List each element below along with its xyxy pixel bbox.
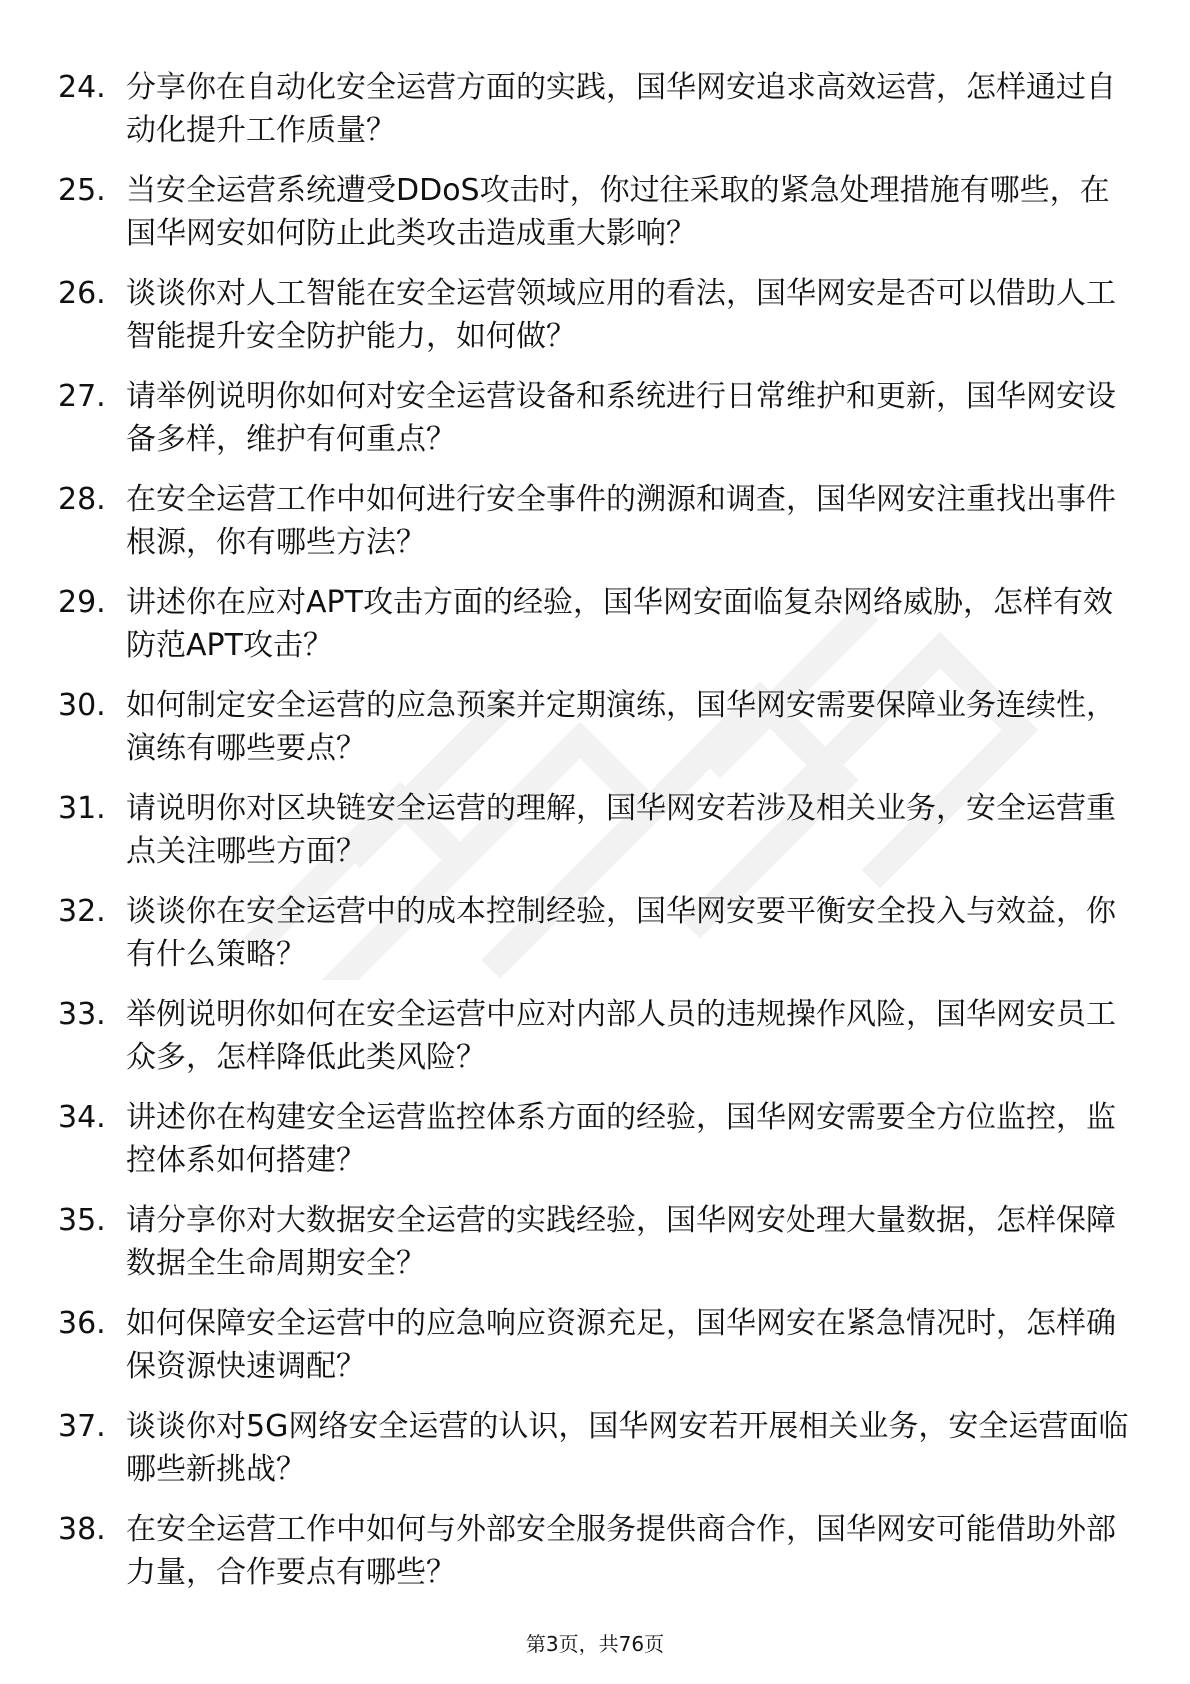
question-item: [58, 272, 1138, 358]
question-number: 35.: [58, 1203, 106, 1238]
question-text: 如何保障安全运营中的应急响应资源充足，国华网安在紧急情况时，怎样确保资源快速调配？: [126, 1306, 1116, 1384]
question-text: 在安全运营工作中如何与外部安全服务提供商合作，国华网安可能借助外部力量，合作要点有哪些？: [126, 1512, 1116, 1590]
question-number: 31.: [58, 791, 106, 826]
question-text: 在安全运营工作中如何进行安全事件的溯源和调查，国华网安注重找出事件根源，你有哪些方法？: [126, 482, 1116, 560]
question-item: [58, 993, 1138, 1079]
question-list: [58, 66, 1138, 1611]
question-item: [58, 169, 1138, 255]
question-text: 请说明你对区块链安全运营的理解，国华网安若涉及相关业务，安全运营重点关注哪些方面？: [126, 791, 1116, 869]
question-item: [58, 1508, 1138, 1594]
question-item: [58, 581, 1138, 667]
question-item: [58, 684, 1138, 770]
question-number: 27.: [58, 379, 106, 414]
question-text: 讲述你在应对APT攻击方面的经验，国华网安面临复杂网络威胁，怎样有效防范APT攻击？: [126, 585, 1113, 663]
page-footer: 第3页，共76页: [525, 1632, 665, 1656]
question-number: 32.: [58, 894, 106, 929]
question-text: 请分享你对大数据安全运营的实践经验，国华网安处理大量数据，怎样保障数据全生命周期安全？: [126, 1203, 1116, 1281]
question-item: [58, 1096, 1138, 1182]
question-text: 谈谈你对人工智能在安全运营领域应用的看法，国华网安是否可以借助人工智能提升安全防护能力，如何做？: [126, 276, 1116, 354]
question-item: [58, 890, 1138, 976]
question-number: 26.: [58, 276, 106, 311]
question-item: [58, 375, 1138, 461]
question-text: 举例说明你如何在安全运营中应对内部人员的违规操作风险，国华网安员工众多，怎样降低此类风险？: [126, 997, 1116, 1075]
question-text: 如何制定安全运营的应急预案并定期演练，国华网安需要保障业务连续性，演练有哪些要点？: [126, 688, 1116, 766]
question-text: 谈谈你对5G网络安全运营的认识，国华网安若开展相关业务，安全运营面临哪些新挑战？: [126, 1409, 1129, 1487]
question-item: [58, 478, 1138, 564]
question-text: 当安全运营系统遭受DDoS攻击时，你过往采取的紧急处理措施有哪些，在国华网安如何防止此类攻击造成重大影响？: [126, 173, 1110, 251]
question-text: 请举例说明你如何对安全运营设备和系统进行日常维护和更新，国华网安设备多样，维护有何重点？: [126, 379, 1116, 457]
question-number: 25.: [58, 173, 106, 208]
question-number: 28.: [58, 482, 106, 517]
question-number: 34.: [58, 1100, 106, 1135]
question-text: 讲述你在构建安全运营监控体系方面的经验，国华网安需要全方位监控，监控体系如何搭建？: [126, 1100, 1116, 1178]
question-number: 38.: [58, 1512, 106, 1547]
question-item: [58, 66, 1138, 152]
question-number: 33.: [58, 997, 106, 1032]
question-number: 36.: [58, 1306, 106, 1341]
question-item: [58, 787, 1138, 873]
question-text: 分享你在自动化安全运营方面的实践，国华网安追求高效运营，怎样通过自动化提升工作质量？: [126, 70, 1116, 148]
question-number: 37.: [58, 1409, 106, 1444]
question-item: [58, 1405, 1138, 1491]
question-number: 30.: [58, 688, 106, 723]
question-number: 29.: [58, 585, 106, 620]
question-item: [58, 1302, 1138, 1388]
question-item: [58, 1199, 1138, 1285]
question-text: 谈谈你在安全运营中的成本控制经验，国华网安要平衡安全投入与效益，你有什么策略？: [126, 894, 1116, 972]
question-number: 24.: [58, 70, 106, 105]
